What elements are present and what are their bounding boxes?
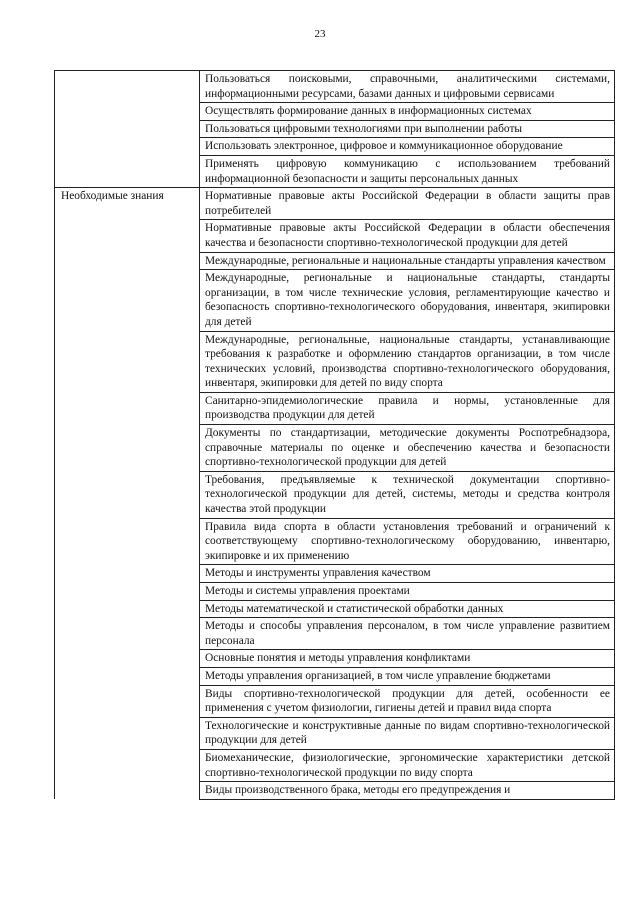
table-row bbox=[55, 188, 615, 220]
knowledge-item: Методы математической и статистической обработки данных bbox=[200, 600, 615, 618]
knowledge-item: Нормативные правовые акты Российской Федерации в области обеспечения качества и безопасности спортивно-технологической продукции для детей bbox=[200, 220, 615, 252]
knowledge-item: Документы по стандартизации, методические документы Роспотребнадзора, справочные материалы по оценке и обеспечению качества и безопасности спортивно-технологической продукции для детей bbox=[200, 425, 615, 472]
knowledge-item: Международные, региональные и национальные стандарты, стандарты организации, в том числе технические условия, регламентирующие качество и безопасность спортивно-технологического оборудования, инвентаря, экипировки для детей bbox=[200, 270, 615, 331]
skill-item: Пользоваться цифровыми технологиями при выполнении работы bbox=[200, 120, 615, 138]
page-number: 23 bbox=[314, 28, 326, 40]
table-row bbox=[55, 71, 615, 103]
knowledge-item: Методы и способы управления персоналом, в том числе управление развитием персонала bbox=[200, 618, 615, 650]
knowledge-item: Методы и инструменты управления качеством bbox=[200, 565, 615, 583]
knowledge-item: Методы управления организацией, в том числе управление бюджетами bbox=[200, 667, 615, 685]
knowledge-item: Технологические и конструктивные данные по видам спортивно-технологической продукции для детей bbox=[200, 717, 615, 749]
knowledge-item: Международные, региональные и национальные стандарты управления качеством bbox=[200, 252, 615, 270]
skills-label-cell bbox=[55, 71, 200, 188]
knowledge-label-cell: Необходимые знания bbox=[55, 188, 200, 800]
knowledge-item: Методы и системы управления проектами bbox=[200, 583, 615, 601]
knowledge-item: Санитарно-эпидемиологические правила и нормы, установленные для производства продукции для детей bbox=[200, 392, 615, 424]
knowledge-item: Биомеханические, физиологические, эргономические характеристики детской спортивно-технологической продукции по виду спорта bbox=[200, 749, 615, 781]
skill-item: Осуществлять формирование данных в информационных системах bbox=[200, 103, 615, 121]
skill-item: Применять цифровую коммуникацию с использованием требований информационной безопасности и защиты персональных данных bbox=[200, 155, 615, 187]
knowledge-item: Основные понятия и методы управления конфликтами bbox=[200, 650, 615, 668]
knowledge-item: Нормативные правовые акты Российской Федерации в области защиты прав потребителей bbox=[200, 188, 615, 220]
knowledge-item: Правила вида спорта в области установления требований и ограничений к соответствующему спортивно-технологическому оборудованию, инвентарю, экипировке и их применению bbox=[200, 518, 615, 565]
knowledge-item: Виды спортивно-технологической продукции для детей, особенности ее применения с учетом физиологии, гигиены детей и правил вида спорта bbox=[200, 685, 615, 717]
skill-item: Пользоваться поисковыми, справочными, аналитическими системами, информационными ресурсами, базами данных и цифровыми сервисами bbox=[200, 71, 615, 103]
skill-item: Использовать электронное, цифровое и коммуникационное оборудование bbox=[200, 138, 615, 156]
knowledge-item: Виды производственного брака, методы его предупреждения и bbox=[200, 782, 615, 800]
requirements-table bbox=[54, 70, 615, 800]
knowledge-item: Международные, региональные, национальные стандарты, устанавливающие требования к разработке и оформлению стандартов организации, в том числе технических условий, производства спортивно-технологического оборудования, инвентаря, экипировки для детей по виду спорта bbox=[200, 331, 615, 392]
knowledge-item: Требования, предъявляемые к технической документации спортивно-технологической продукции для детей, системы, методы и средства контроля качества этой продукции bbox=[200, 471, 615, 518]
